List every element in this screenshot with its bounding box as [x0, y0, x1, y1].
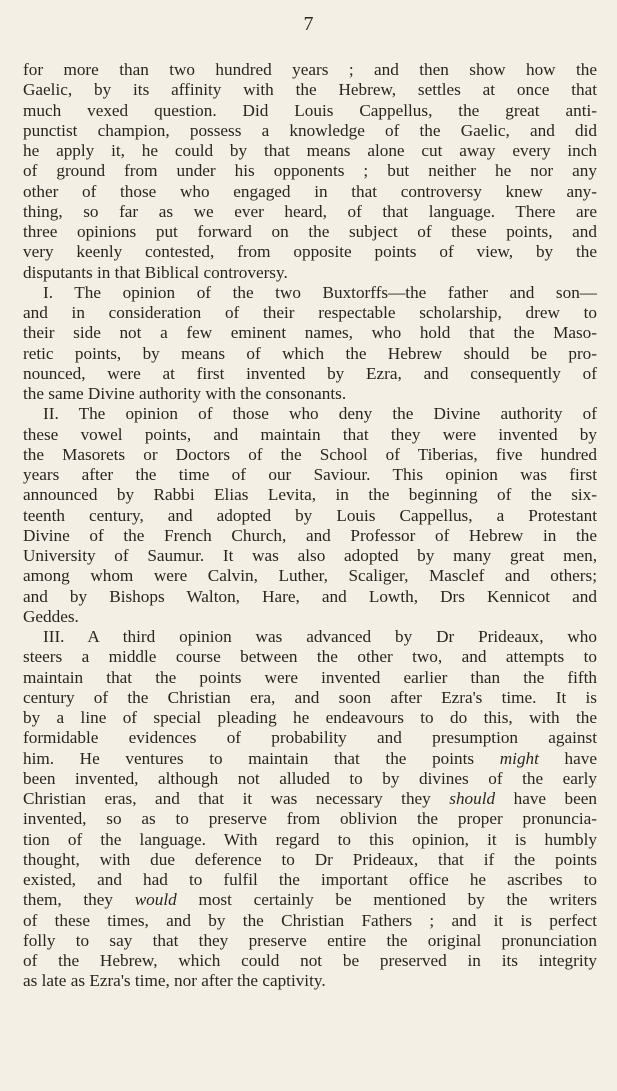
text-line: them, they would most certainly be mentioned by the writers: [23, 890, 597, 910]
text-line: very keenly contested, from opposite points of view, by the: [23, 242, 597, 262]
paragraph: [23, 404, 597, 627]
text-line: the Masorets or Doctors of the School of Tiberias, five hundred: [23, 444, 597, 464]
text-line: these vowel points, and maintain that they were invented by: [23, 424, 597, 444]
text-line: Geddes.: [23, 606, 79, 626]
text-line: retic points, by means of which the Hebrew should be pro-: [23, 343, 597, 363]
text-line: of ground from under his opponents ; but neither he nor any: [23, 161, 597, 181]
text-line: other of those who engaged in that controversy knew any-: [23, 181, 597, 201]
text-line: II. The opinion of those who deny the Divine authority of: [43, 404, 597, 424]
text-line: the same Divine authority with the consonants.: [23, 384, 347, 403]
text-line: of the Hebrew, which could not be preserved in its integrity: [23, 951, 597, 970]
text-line: nounced, were at first invented by Ezra, and consequently of: [23, 363, 597, 383]
text-line: disputants in that Biblical controversy.: [23, 262, 288, 282]
italic-word: might: [499, 748, 539, 768]
text-line: tion of the language. With regard to this opinion, it is humbly: [23, 829, 597, 849]
text-line: of these times, and by the Christian Fathers ; and it is perfect: [23, 910, 597, 930]
text-line: existed, and had to fulfil the important office he ascribes to: [23, 870, 597, 889]
page-number: 7: [303, 13, 314, 35]
text-line: punctist champion, possess a knowledge of the Gaelic, and did: [23, 120, 597, 140]
text-line: and by Bishops Walton, Hare, and Lowth, Drs Kennicot and: [23, 586, 597, 606]
text-line: steers a middle course between the other two, and attempts to: [23, 647, 597, 667]
text-line: much vexed question. Did Louis Cappellus, the great anti-: [23, 100, 597, 120]
text-line: century of the Christian era, and soon after Ezra's time. It is: [23, 687, 597, 707]
text-line: University of Saumur. It was also adopted by many great men,: [23, 546, 597, 565]
text-line: three opinions put forward on the subject of these points, and: [23, 222, 597, 241]
paragraph: [23, 60, 597, 283]
paragraph: [23, 283, 597, 405]
italic-word: should: [449, 789, 496, 808]
text-line: III. A third opinion was advanced by Dr Prideaux, who: [43, 627, 597, 646]
text-line: and in consideration of their respectable scholarship, drew to: [23, 303, 597, 322]
text-line: as late as Ezra's time, nor after the captivity.: [23, 971, 326, 991]
text-line: invented, so as to preserve from oblivion the proper pronuncia-: [23, 809, 597, 829]
text-line: Divine of the French Church, and Professor of Hebrew in the: [23, 525, 597, 545]
text-line: by a line of special pleading he endeavours to do this, with the: [23, 708, 597, 727]
body-text: [23, 60, 597, 992]
text-line: him. He ventures to maintain that the points might have: [23, 748, 597, 768]
text-line: their side not a few eminent names, who hold that the Maso-: [23, 323, 597, 343]
text-line: formidable evidences of probability and presumption against: [23, 728, 597, 748]
text-line: thought, with due deference to Dr Prideaux, that if the points: [23, 849, 597, 869]
text-line: announced by Rabbi Elias Levita, in the beginning of the six-: [23, 485, 597, 505]
text-line: Gaelic, by its affinity with the Hebrew, settles at once that: [23, 80, 597, 100]
text-line: for more than two hundred years ; and then show how the: [23, 60, 597, 79]
text-line: I. The opinion of the two Buxtorffs—the father and son—: [43, 282, 597, 302]
text-line: he apply it, he could by that means alone cut away every inch: [23, 141, 597, 160]
paragraph: [23, 627, 597, 992]
text-line: years after the time of our Saviour. This opinion was first: [23, 465, 597, 484]
italic-word: would: [134, 890, 177, 910]
text-line: teenth century, and adopted by Louis Cappellus, a Protestant: [23, 505, 597, 525]
text-line: thing, so far as we ever heard, of that language. There are: [23, 201, 597, 221]
text-line: been invented, although not alluded to by divines of the early: [23, 768, 597, 788]
text-line: maintain that the points were invented earlier than the fifth: [23, 667, 597, 687]
text-line: among whom were Calvin, Luther, Scaliger, Masclef and others;: [23, 566, 597, 586]
text-line: Christian eras, and that it was necessary they should have been: [23, 789, 598, 808]
text-line: folly to say that they preserve entire the original pronunciation: [23, 930, 597, 950]
